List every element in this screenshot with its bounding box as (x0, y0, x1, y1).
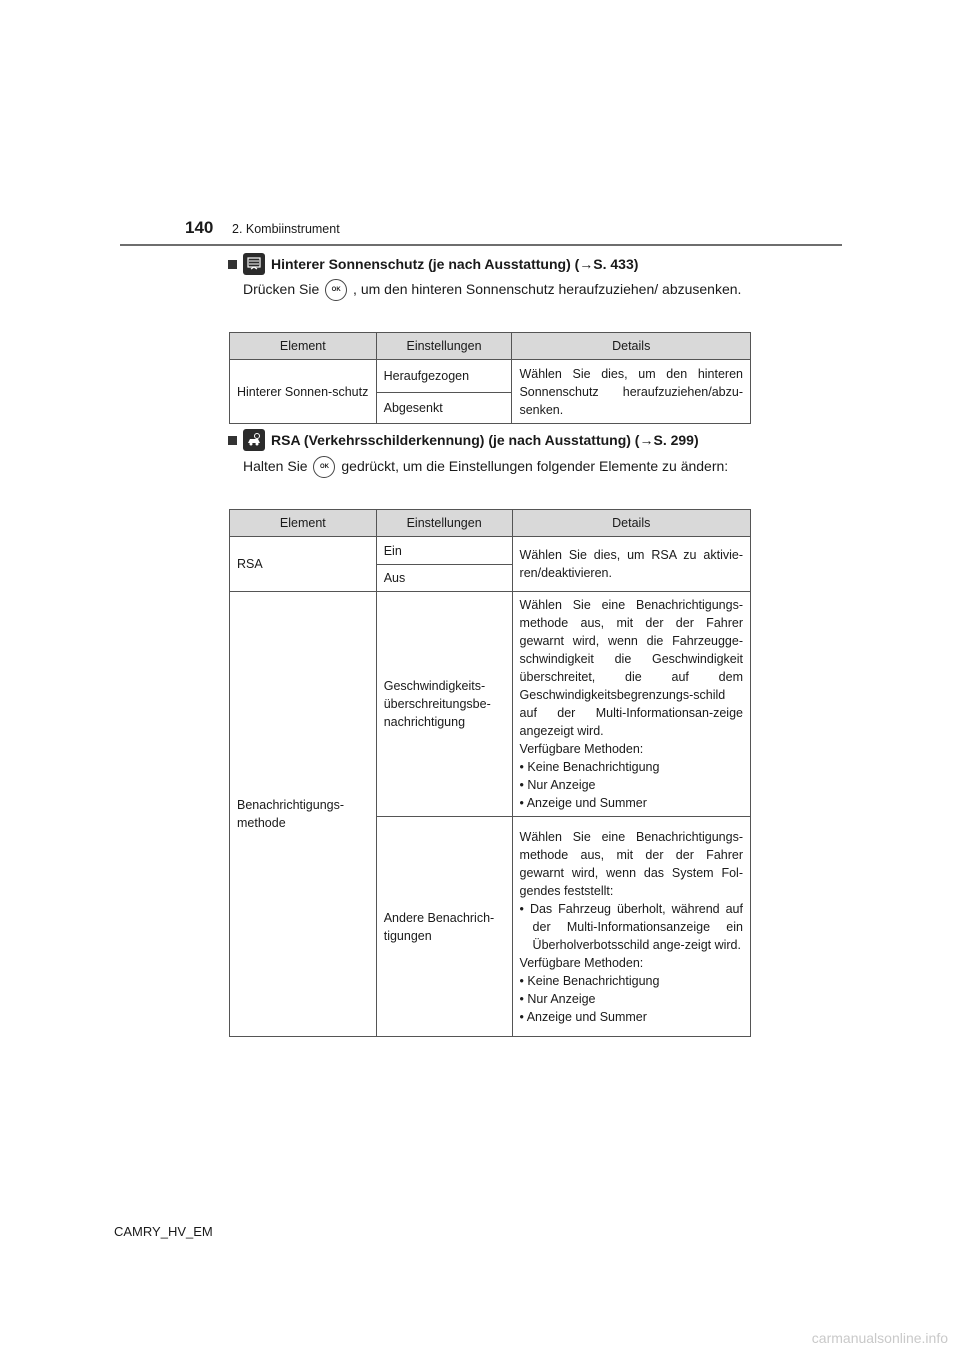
list-item: • Nur Anzeige (519, 991, 596, 1006)
list-item: • Anzeige und Summer (519, 1009, 647, 1024)
details-description: Wählen Sie eine Benachrichtigungs-methode aus, mit der der Fahrer gewarnt wird, wenn das System Fol-gendes feststellt: (519, 829, 743, 898)
column-header: Element (230, 510, 377, 537)
column-header: Element (230, 333, 377, 360)
document-code: CAMRY_HV_EM (114, 1224, 213, 1239)
instruction-paragraph (243, 279, 749, 301)
page-number: 140 (185, 218, 214, 237)
column-header: Einstellungen (376, 333, 512, 360)
element-cell: RSA (230, 537, 377, 592)
chapter-title: 2. Kombiinstrument (232, 222, 340, 236)
page-reference: →S. 299) (639, 432, 699, 448)
instruction-paragraph (243, 456, 749, 478)
details-cell: Wählen Sie dies, um den hinteren Sonnenschutz heraufzuziehen/abzu-senken. (512, 360, 751, 424)
details-description: Wählen Sie eine Benachrichtigungs-methode aus, mit der der Fahrer gewarnt wird, wenn die Fahrzeugge-schwindigkeit die Geschwindigkeit überschreitet, die auf dem Geschwindigkeitsbegrenzungs-schild auf der Multi-Informationsan-zeige angezeigt wird. (519, 598, 743, 738)
page-reference: →S. 433) (579, 256, 639, 272)
list-item: • Keine Benachrichtigung (519, 973, 660, 988)
rear-sunshade-icon (243, 253, 265, 275)
details-cell (512, 817, 750, 1037)
column-header: Details (512, 510, 750, 537)
instruction-text: Halten Sie (243, 458, 308, 474)
column-header: Einstellungen (376, 510, 512, 537)
ok-button-icon: OK (325, 279, 347, 301)
list-item: • Anzeige und Summer (519, 796, 647, 810)
square-bullet-icon (228, 436, 237, 445)
section-heading-rsa (228, 429, 699, 451)
section-title: RSA (Verkehrsschilderkennung) (je nach Ausstattung) ( (271, 432, 640, 448)
instruction-text: gedrückt, um die Einstellungen folgender Elemente zu ändern: (341, 458, 729, 474)
square-bullet-icon (228, 260, 237, 269)
setting-cell: Abgesenkt (376, 393, 512, 424)
ok-button-icon: OK (313, 456, 335, 478)
setting-cell: Ein (376, 537, 512, 565)
setting-cell: Aus (376, 565, 512, 592)
element-cell: Benachrichtigungs-methode (230, 592, 377, 1037)
list-item: • Nur Anzeige (519, 778, 596, 792)
instruction-text: , um den hinteren Sonnenschutz heraufzuziehen/ abzusenken. (353, 281, 742, 297)
section-heading-sunshade (228, 253, 638, 275)
setting-cell: Geschwindigkeits-überschreitungsbe-nachrichtigung (376, 592, 512, 817)
details-cell: Wählen Sie dies, um RSA zu aktivie-ren/deaktivieren. (512, 537, 750, 592)
section-title: Hinterer Sonnenschutz (je nach Ausstattung) ( (271, 256, 580, 272)
details-cell (512, 592, 750, 817)
list-item: • Das Fahrzeug überholt, während auf der Multi-Informationsanzeige ein Überholverbotsschild ange-zeigt wird. (519, 901, 743, 952)
column-header: Details (512, 333, 751, 360)
list-item: • Keine Benachrichtigung (519, 760, 660, 774)
sunshade-settings-table (229, 332, 751, 424)
instruction-text: Drücken Sie (243, 281, 320, 297)
road-sign-icon (243, 429, 265, 451)
methods-label: Verfügbare Methoden: (519, 742, 644, 756)
setting-cell: Heraufgezogen (376, 360, 512, 393)
rsa-settings-table (229, 509, 751, 1037)
header-divider (120, 244, 842, 246)
watermark: carmanualsonline.info (811, 1330, 948, 1346)
methods-label: Verfügbare Methoden: (519, 955, 644, 970)
setting-cell: Andere Benachrich-tigungen (376, 817, 512, 1037)
element-cell: Hinterer Sonnen-schutz (230, 360, 377, 424)
